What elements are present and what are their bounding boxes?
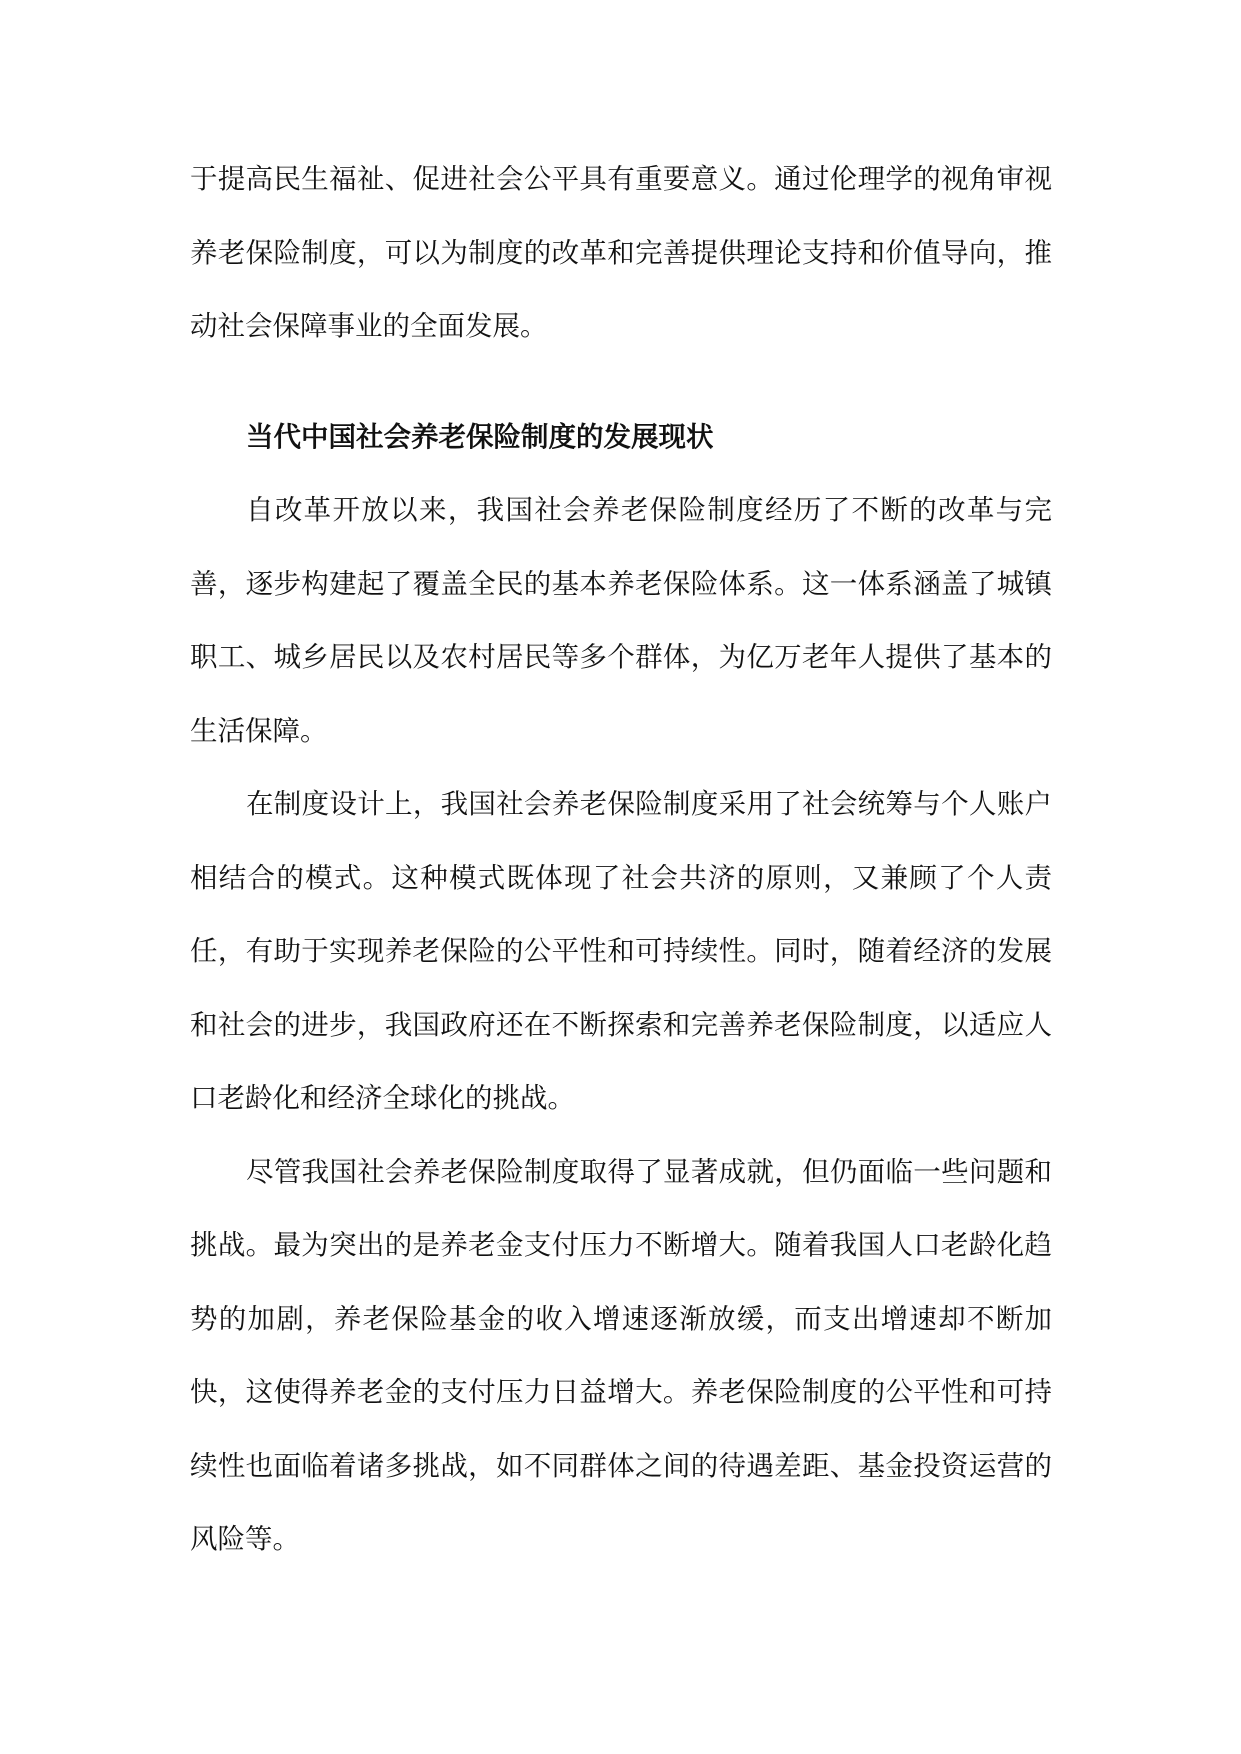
paragraph-design: 在制度设计上，我国社会养老保险制度采用了社会统筹与个人账户相结合的模式。这种模式既体现了社会共济的原则，又兼顾了个人责任，有助于实现养老保险的公平性和可持续性。同时，随着经济的发展和社会的进步，我国政府还在不断探索和完善养老保险制度，以适应人口老龄化和经济全球化的挑战。 <box>190 788 1052 1114</box>
document-body <box>190 143 1052 1577</box>
paragraph-development: 自改革开放以来，我国社会养老保险制度经历了不断的改革与完善，逐步构建起了覆盖全民的基本养老保险体系。这一体系涵盖了城镇职工、城乡居民以及农村居民等多个群体，为亿万老年人提供了基本的生活保障。 <box>190 494 1052 747</box>
paragraph-continued: 于提高民生福祉、促进社会公平具有重要意义。通过伦理学的视角审视养老保险制度，可以为制度的改革和完善提供理论支持和价值导向，推动社会保障事业的全面发展。 <box>190 163 1052 342</box>
section-heading: 当代中国社会养老保险制度的发展现状 <box>246 420 714 453</box>
paragraph-challenges: 尽管我国社会养老保险制度取得了显著成就，但仍面临一些问题和挑战。最为突出的是养老金支付压力不断增大。随着我国人口老龄化趋势的加剧，养老保险基金的收入增速逐渐放缓，而支出增速却不断加快，这使得养老金的支付压力日益增大。养老保险制度的公平性和可持续性也面临着诸多挑战，如不同群体之间的待遇差距、基金投资运营的风险等。 <box>190 1155 1052 1555</box>
